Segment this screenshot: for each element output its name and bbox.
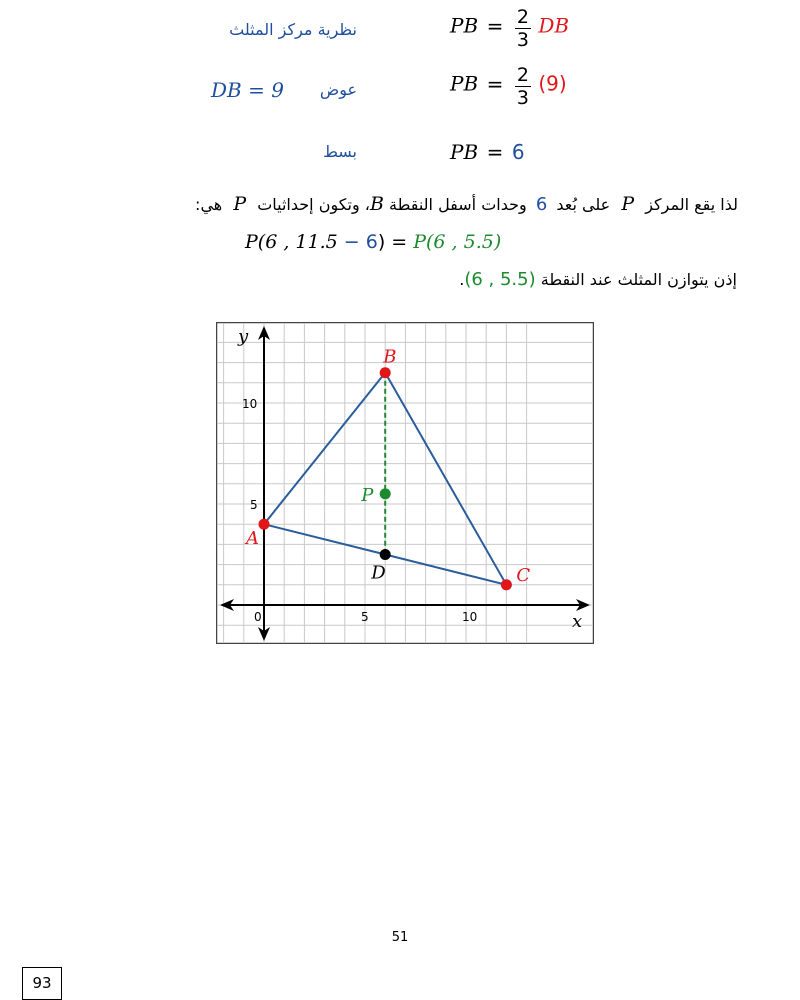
point-label-a: A (246, 528, 259, 550)
step-3-label: بسط (323, 142, 357, 161)
conclusion-line (459, 269, 737, 290)
para-part-5: هي: (195, 195, 223, 214)
step-3-lhs: PB (450, 140, 479, 164)
x-axis-label: x (572, 611, 583, 632)
step-2-frac-den: 3 (516, 87, 529, 109)
step-2-frac-num: 2 (516, 64, 529, 86)
step-1-rhs: DB (538, 13, 570, 38)
step-1-label: نظرية مركز المثلث (229, 20, 357, 39)
point-a (259, 519, 270, 530)
x-tick-label: 5 (361, 610, 369, 624)
var-b: B (369, 193, 384, 215)
step-2-label-math: DB = 9 (211, 78, 284, 102)
point-d (380, 549, 391, 560)
coord-right: P(6 , 5.5) (413, 231, 502, 253)
step-1-lhs: PB (450, 13, 479, 38)
step-2-rhs: (9) (538, 71, 567, 96)
x-tick-label: 10 (462, 610, 478, 624)
point-label-p: P (361, 484, 374, 506)
para-part-2: على بُعد (556, 195, 611, 214)
coord-left: P(6 , 11.5 (245, 231, 338, 253)
step-1-frac-num: 2 (516, 6, 529, 28)
step-1-frac-den: 3 (516, 29, 529, 51)
step-1-eq: = (486, 13, 504, 38)
step-1 (200, 6, 620, 56)
point-label-c: C (516, 564, 531, 586)
para-part-3: وحدات أسفل النقطة (389, 195, 527, 214)
step-1-fraction (515, 6, 531, 51)
var-p-2: P (233, 193, 247, 215)
coordinate-graph (216, 322, 594, 644)
coord-minus: − 6 (337, 231, 378, 253)
y-tick-label: 10 (242, 397, 258, 411)
step-2-equation (450, 64, 567, 109)
para-six: 6 (535, 194, 548, 215)
y-axis-label: y (238, 326, 249, 347)
step-2-lhs: PB (450, 71, 479, 96)
conclusion-point: (6 , 5.5) (464, 269, 536, 290)
step-2-eq: = (486, 71, 504, 96)
step-2-label: عوض (319, 80, 357, 99)
point-label-b: B (383, 346, 397, 368)
coordinate-expression (245, 231, 501, 254)
step-3-eq: = (486, 140, 504, 164)
point-c (501, 579, 512, 590)
var-p: P (621, 193, 635, 215)
step-3-rhs: 6 (511, 140, 525, 164)
x-tick-label: 0 (254, 610, 262, 624)
step-1-equation (450, 6, 569, 51)
point-p (380, 488, 391, 499)
step-3 (200, 136, 620, 170)
conclusion-end: . (459, 270, 465, 289)
para-part-1: لذا يقع المركز (645, 195, 738, 214)
conclusion-text: إذن يتوازن المثلث عند النقطة (540, 270, 737, 289)
coord-mid: ) = (377, 231, 414, 253)
step-2-fraction (515, 64, 531, 109)
y-tick-label: 5 (250, 498, 258, 512)
step-2 (200, 64, 620, 114)
paragraph-line-1 (195, 193, 738, 215)
para-part-4: ، وتكون إحداثيات (257, 195, 370, 214)
point-label-d: D (371, 562, 386, 584)
page-number-box: 93 (22, 967, 62, 1000)
point-b (380, 367, 391, 378)
step-3-equation (450, 140, 525, 164)
page-number: 51 (391, 930, 409, 945)
